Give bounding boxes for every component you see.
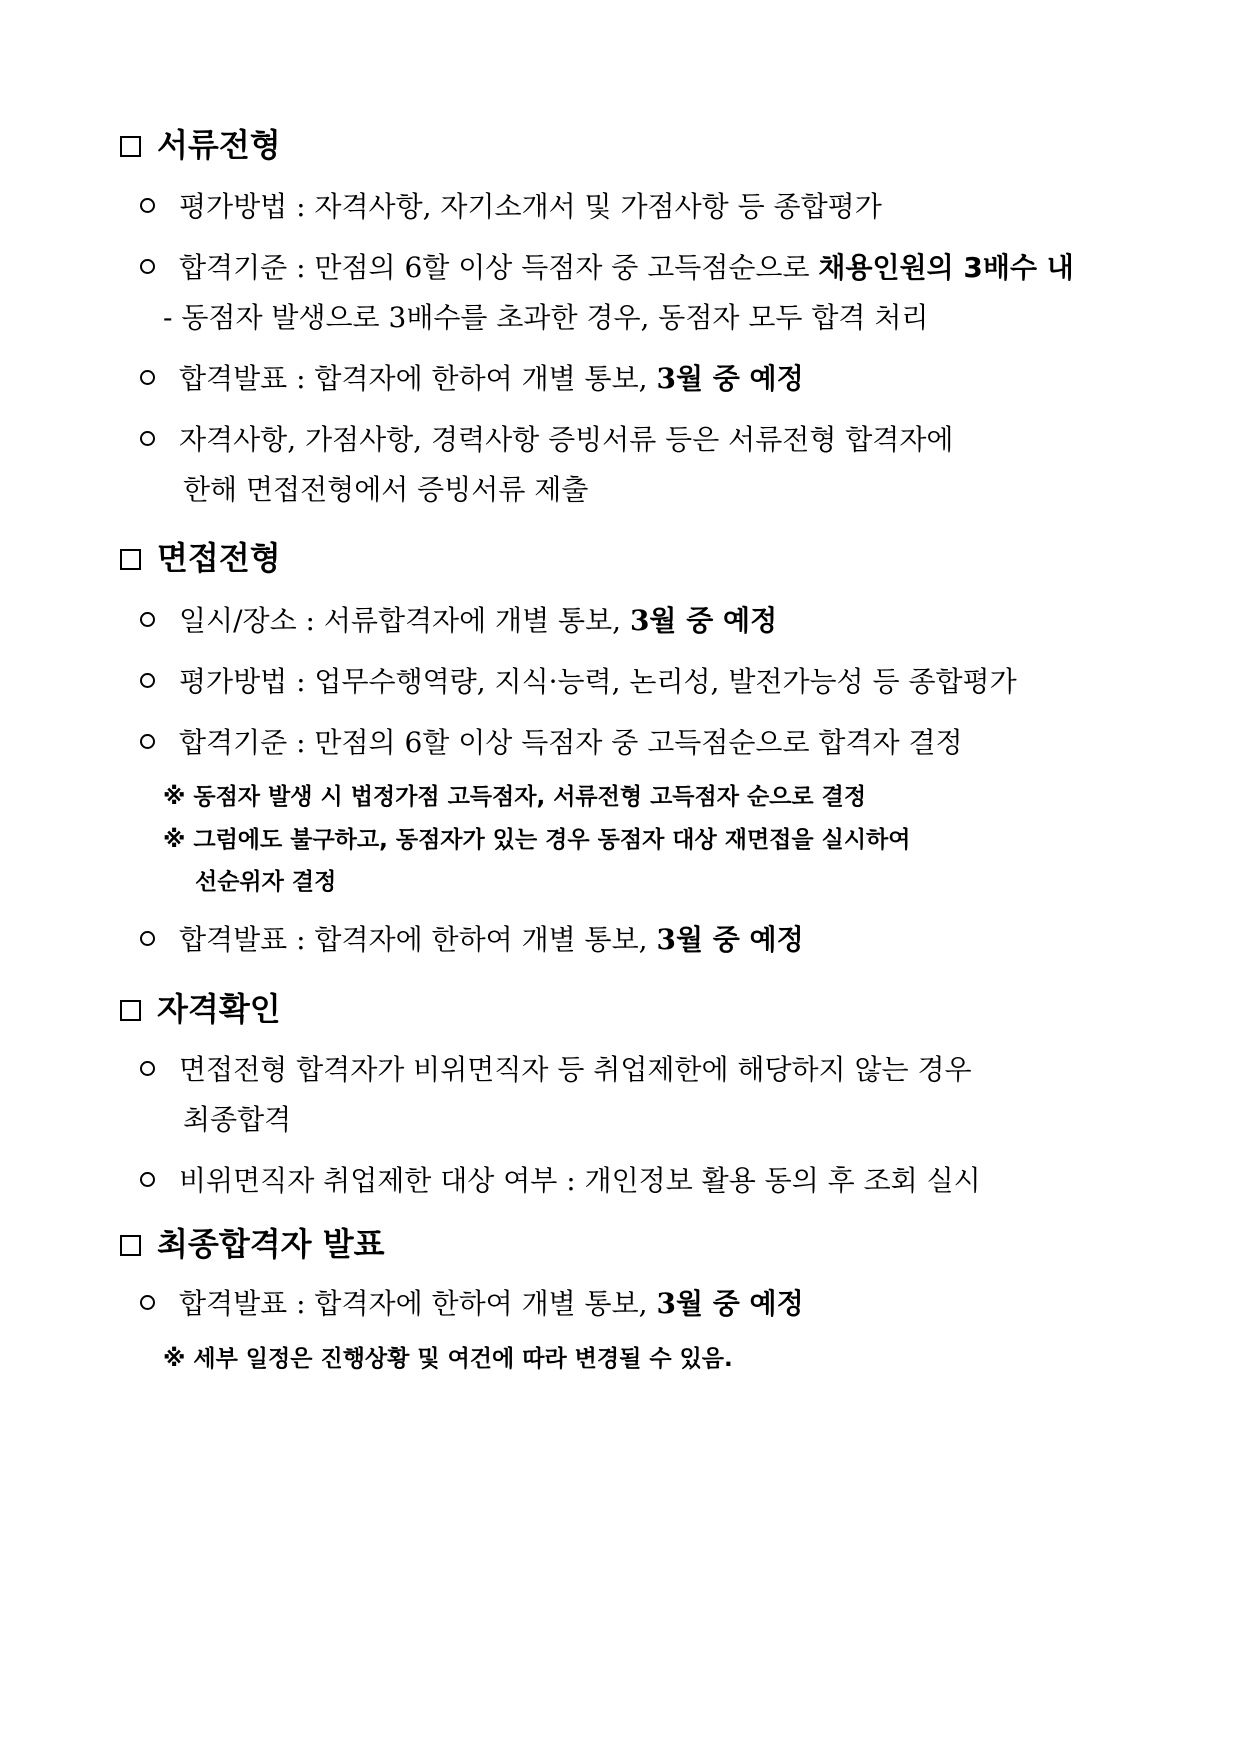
bullet-item: 합격발표 : 합격자에 한하여 개별 통보, 3월 중 예정 xyxy=(140,1290,804,1318)
dash-subitem: - 동점자 발생으로 3배수를 초과한 경우, 동점자 모두 합격 처리 xyxy=(163,301,929,334)
circle-bullet-icon xyxy=(140,612,155,627)
checkbox-square-icon xyxy=(120,136,141,157)
circle-bullet-icon xyxy=(140,734,155,749)
section-heading: 최종합격자 발표 xyxy=(120,1228,385,1260)
bullet-item: 평가방법 : 자격사항, 자기소개서 및 가점사항 등 종합평가 xyxy=(140,193,882,221)
circle-bullet-icon xyxy=(140,431,155,446)
section-heading: 면접전형 xyxy=(120,542,281,574)
bullet-item: 비위면직자 취업제한 대상 여부 : 개인정보 활용 동의 후 조회 실시 xyxy=(140,1167,981,1195)
bullet-continuation: 한해 면접전형에서 증빙서류 제출 xyxy=(183,473,589,506)
circle-bullet-icon xyxy=(140,1172,155,1187)
checkbox-square-icon xyxy=(120,549,141,570)
circle-bullet-icon xyxy=(140,259,155,274)
checkbox-square-icon xyxy=(120,1000,141,1021)
section-heading: 서류전형 xyxy=(120,129,281,161)
bullet-item: 합격발표 : 합격자에 한하여 개별 통보, 3월 중 예정 xyxy=(140,926,804,954)
bullet-item: 합격발표 : 합격자에 한하여 개별 통보, 3월 중 예정 xyxy=(140,365,804,393)
bullet-item: 평가방법 : 업무수행역량, 지식·능력, 논리성, 발전가능성 등 종합평가 xyxy=(140,668,1017,696)
note: ※ 세부 일정은 진행상황 및 여건에 따라 변경될 수 있음. xyxy=(163,1346,733,1372)
bullet-item: 자격사항, 가점사항, 경력사항 증빙서류 등은 서류전형 합격자에 xyxy=(140,426,953,454)
circle-bullet-icon xyxy=(140,1061,155,1076)
circle-bullet-icon xyxy=(140,1295,155,1310)
circle-bullet-icon xyxy=(140,370,155,385)
bullet-item: 일시/장소 : 서류합격자에 개별 통보, 3월 중 예정 xyxy=(140,607,777,635)
note: ※ 동점자 발생 시 법정가점 고득점자, 서류전형 고득점자 순으로 결정 xyxy=(163,784,867,810)
section-heading: 자격확인 xyxy=(120,993,281,1025)
bullet-item: 합격기준 : 만점의 6할 이상 득점자 중 고득점순으로 채용인원의 3배수 내 xyxy=(140,254,1074,282)
bullet-continuation: 최종합격 xyxy=(183,1103,292,1136)
bullet-item: 합격기준 : 만점의 6할 이상 득점자 중 고득점순으로 합격자 결정 xyxy=(140,729,963,757)
circle-bullet-icon xyxy=(140,198,155,213)
checkbox-square-icon xyxy=(120,1235,141,1256)
bullet-item: 면접전형 합격자가 비위면직자 등 취업제한에 해당하지 않는 경우 xyxy=(140,1056,972,1084)
note-continuation: 선순위자 결정 xyxy=(195,869,337,895)
note: ※ 그럼에도 불구하고, 동점자가 있는 경우 동점자 대상 재면접을 실시하여 xyxy=(163,827,911,853)
circle-bullet-icon xyxy=(140,673,155,688)
circle-bullet-icon xyxy=(140,931,155,946)
